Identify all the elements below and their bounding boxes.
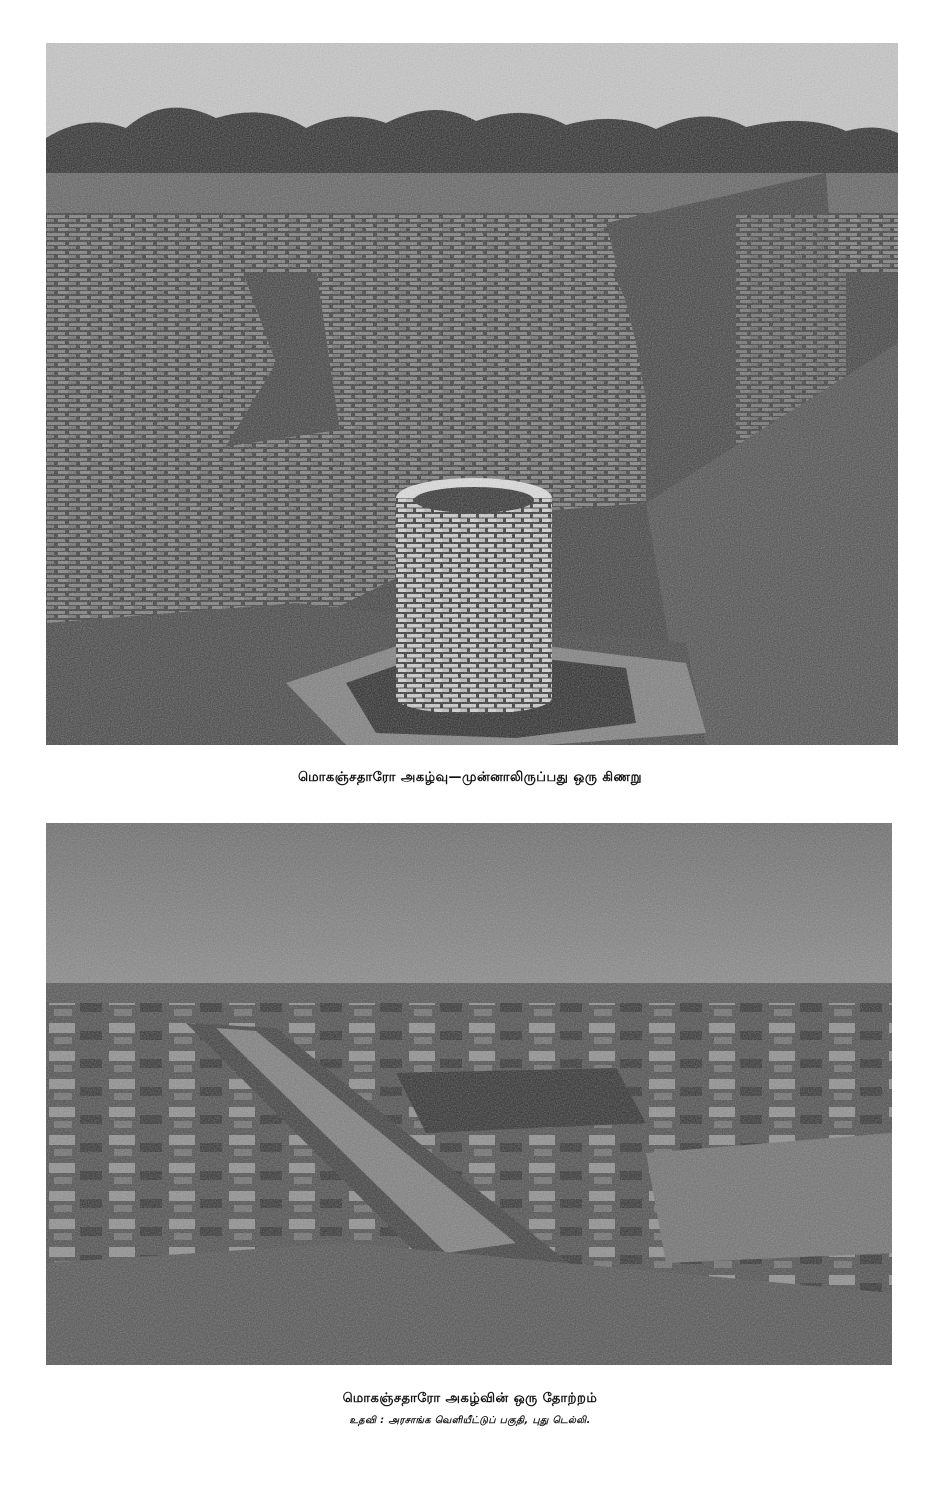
figure-caption-well: மொகஞ்சதாரோ அகழ்வு—முன்னாலிருப்பது ஒரு கிணறு bbox=[298, 770, 642, 785]
figure-caption-overview: மொகஞ்சதாரோ அகழ்வின் ஒரு தோற்றம் bbox=[342, 1391, 598, 1406]
photo-credit: உதவி : அரசாங்க வெளியீட்டுப் பகுதி, புது டெல்லி. bbox=[349, 1415, 591, 1426]
excavation-overview-photo bbox=[46, 823, 892, 1365]
well-excavation-image bbox=[46, 43, 898, 745]
well-excavation-photo bbox=[46, 43, 898, 745]
excavation-overview-image bbox=[46, 823, 892, 1365]
